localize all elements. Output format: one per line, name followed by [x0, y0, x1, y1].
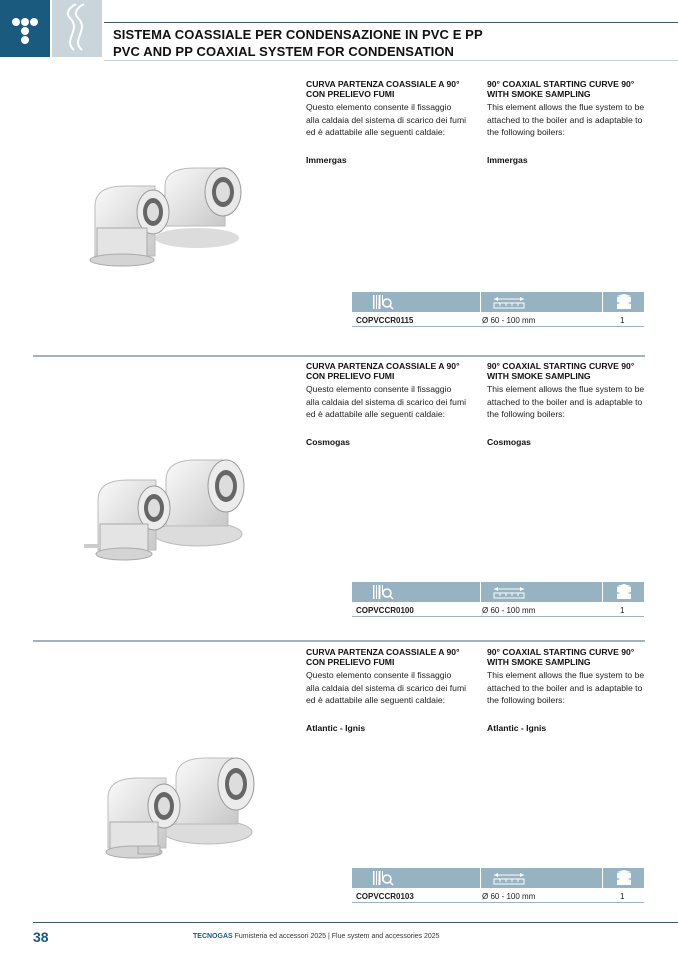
- product-desc-en: This element allows the flue system to be attached to the boiler and is adaptable to the following boilers:: [487, 102, 645, 137]
- title-rule: [104, 22, 678, 23]
- barcode-search-icon: [372, 584, 394, 600]
- logo-dot: [12, 18, 20, 26]
- product-text-en: [487, 362, 647, 448]
- product-code: COPVCCR0103: [356, 892, 414, 901]
- product-boilers-en: Immergas: [487, 154, 528, 165]
- product-block-2: [0, 362, 678, 652]
- product-text-it: [306, 80, 466, 166]
- footer-text: [193, 933, 440, 940]
- product-diameter: Ø 60 - 100 mm: [482, 892, 536, 901]
- product-diameter: Ø 60 - 100 mm: [482, 316, 536, 325]
- footer-rule: [33, 922, 678, 923]
- product-diameter: Ø 60 - 100 mm: [482, 606, 536, 615]
- product-text-en: [487, 80, 647, 166]
- product-text-it: [306, 362, 466, 448]
- coaxial-elbow-image: [90, 748, 290, 888]
- table-separator: [480, 292, 481, 312]
- product-table-row: [352, 890, 644, 903]
- logo-dot: [21, 27, 29, 35]
- page-title-it: SISTEMA COASSIALE PER CONDENSAZIONE IN PVC E PP: [113, 27, 483, 42]
- table-separator: [602, 582, 603, 602]
- footer-brand: TECNOGAS: [193, 933, 233, 940]
- product-table-header: [352, 292, 644, 312]
- product-qty: 1: [620, 892, 625, 901]
- title-rule-light: [104, 60, 678, 61]
- product-table-row: [352, 314, 644, 327]
- product-desc-en: This element allows the flue system to be attached to the boiler and is adaptable to the following boilers:: [487, 384, 645, 419]
- product-text-it: [306, 648, 466, 734]
- boxes-icon: [614, 870, 634, 886]
- product-desc-it: Questo elemento consente il fissaggio alla caldaia del sistema di scarico dei fumi ed è adattabile alle seguenti caldaie:: [306, 384, 467, 419]
- table-separator: [480, 582, 481, 602]
- diameter-ruler-icon: [492, 294, 526, 310]
- product-boilers-en: Atlantic - Ignis: [487, 722, 547, 733]
- smoke-icon: [52, 0, 102, 57]
- product-qty: 1: [620, 316, 625, 325]
- product-table-header: [352, 582, 644, 602]
- page-number: 38: [33, 929, 49, 945]
- logo-dot: [30, 18, 38, 26]
- product-desc-it: Questo elemento consente il fissaggio alla caldaia del sistema di scarico dei fumi ed è adattabile alle seguenti caldaie:: [306, 102, 467, 137]
- footer-caption: Fumisteria ed accessori 2025 | Flue system and accessories 2025: [234, 933, 440, 940]
- product-table-row: [352, 604, 644, 617]
- product-block-1: [0, 78, 678, 368]
- product-boilers-en: Cosmogas: [487, 436, 531, 447]
- product-heading-en: 90° COAXIAL STARTING CURVE 90° WITH SMOKE SAMPLING: [487, 79, 635, 99]
- product-desc-it: Questo elemento consente il fissaggio alla caldaia del sistema di scarico dei fumi ed è adattabile alle seguenti caldaie:: [306, 670, 467, 705]
- diameter-ruler-icon: [492, 870, 526, 886]
- product-boilers-it: Atlantic - Ignis: [306, 722, 366, 733]
- coaxial-elbow-image: [80, 450, 280, 590]
- barcode-search-icon: [372, 870, 394, 886]
- product-heading-en: 90° COAXIAL STARTING CURVE 90° WITH SMOKE SAMPLING: [487, 647, 635, 667]
- coaxial-elbow-image: [85, 156, 285, 296]
- product-heading-it: CURVA PARTENZA COASSIALE A 90° CON PRELIEVO FUMI: [306, 79, 460, 99]
- product-table-header: [352, 868, 644, 888]
- product-block-3: [0, 648, 678, 938]
- product-boilers-it: Immergas: [306, 154, 347, 165]
- product-text-en: [487, 648, 647, 734]
- product-code: COPVCCR0100: [356, 606, 414, 615]
- product-heading-en: 90° COAXIAL STARTING CURVE 90° WITH SMOKE SAMPLING: [487, 361, 635, 381]
- page-title-en: PVC AND PP COAXIAL SYSTEM FOR CONDENSATION: [113, 44, 455, 59]
- product-code: COPVCCR0115: [356, 316, 414, 325]
- logo-dot: [21, 18, 29, 26]
- table-separator: [480, 868, 481, 888]
- brand-logo: [0, 0, 50, 57]
- product-desc-en: This element allows the flue system to be attached to the boiler and is adaptable to the following boilers:: [487, 670, 645, 705]
- table-separator: [602, 292, 603, 312]
- product-qty: 1: [620, 606, 625, 615]
- boxes-icon: [614, 294, 634, 310]
- boxes-icon: [614, 584, 634, 600]
- product-boilers-it: Cosmogas: [306, 436, 350, 447]
- logo-dot: [21, 36, 29, 44]
- table-separator: [602, 868, 603, 888]
- barcode-search-icon: [372, 294, 394, 310]
- product-heading-it: CURVA PARTENZA COASSIALE A 90° CON PRELIEVO FUMI: [306, 361, 460, 381]
- product-heading-it: CURVA PARTENZA COASSIALE A 90° CON PRELIEVO FUMI: [306, 647, 460, 667]
- diameter-ruler-icon: [492, 584, 526, 600]
